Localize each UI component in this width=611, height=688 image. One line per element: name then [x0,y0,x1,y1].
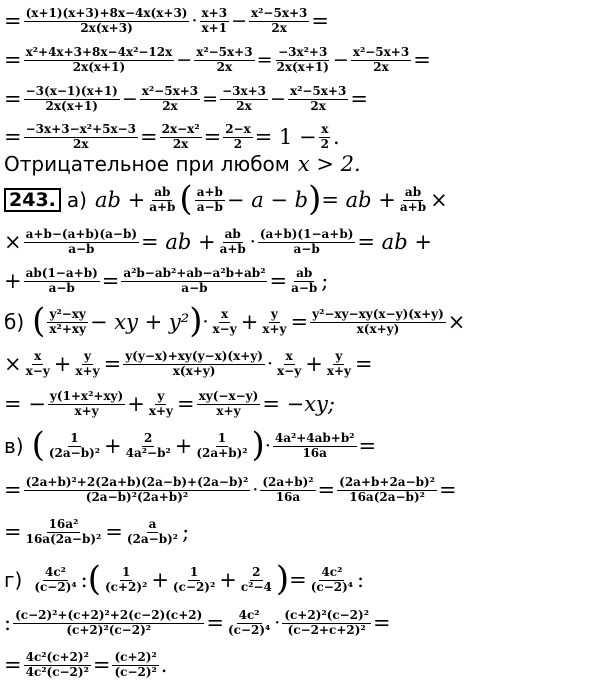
fraction [32,566,78,595]
fraction [24,476,251,505]
right-paren: ) [251,425,265,466]
problem-number: 243. [4,188,61,213]
denominator: (c−2)² [172,579,216,594]
denominator: x−y [277,363,302,378]
fraction [194,46,254,75]
denominator: 16a [302,445,327,460]
fraction [48,390,125,419]
fraction [211,308,239,337]
fraction [103,566,149,595]
eq-sign: = [358,433,377,458]
numerator: 1 [189,564,199,579]
numerator: y²−xy−xy(x−y)(x+y) [312,306,444,321]
denominator: 2x [271,20,287,35]
denominator: a−b [293,241,320,256]
denominator: (c−2+c+2)² [287,622,366,637]
expression: = ab + [141,229,216,254]
numerator: 4c² [238,607,260,622]
denominator: 2x [216,59,233,74]
numerator: ab [296,265,313,280]
numerator: a [148,516,157,531]
left-paren: ( [87,559,101,600]
fraction [194,432,249,461]
denominator: x+y [326,363,351,378]
numerator: y(1+x²+xy) [49,388,124,403]
operator: − [231,9,247,32]
denominator: (2a−b)² [126,531,179,546]
numerator: (c−2)²+(c+2)²+2(c−2)(c+2) [15,607,203,622]
numerator: (a+b)(1−a+b) [259,226,354,241]
denominator: a+b [399,199,427,214]
operator: : [4,610,12,635]
operator: + [4,268,22,293]
fraction [258,228,356,257]
conclusion-text: Отрицательное при любом [4,152,290,176]
eq-sign: = [4,124,22,149]
operator: + [240,309,259,334]
left-paren: ( [31,425,45,466]
fraction [351,46,411,75]
semicolon: ; [182,519,190,544]
numerator: y²−xy [49,306,86,321]
fraction [223,123,253,152]
denominator: x+y [262,321,287,336]
numerator: 4c²(c+2)² [25,649,89,664]
numerator: 1 [217,430,227,445]
numerator: 2x−x² [161,121,200,136]
operator: − [176,48,193,71]
operator: = − [4,391,46,416]
fraction [195,186,225,215]
eq-sign: = [4,652,22,677]
fraction [319,123,331,152]
numerator: x²−5x+3 [196,44,253,59]
numerator: 1 [70,430,79,445]
numerator: (2a+b+2a−b)² [339,474,435,489]
numerator: xy(−x−y) [198,388,259,403]
eq-sign: = [311,8,329,33]
eq-sign: = [105,519,123,544]
fraction [147,186,177,215]
operator: · [252,478,259,501]
numerator: x²−5x+3 [352,44,410,59]
numerator: ab [154,184,171,199]
denominator: x+y [148,403,173,418]
fraction [398,186,428,215]
denominator: 16a(2a−b)² [349,489,425,504]
numerator: 4c² [321,564,343,579]
fraction [275,350,303,379]
denominator: 2x [310,98,326,113]
fraction [249,7,309,36]
problem-243-v-line-3 [4,512,609,552]
denominator: 4c²(c−2)² [25,664,89,679]
fraction [47,308,88,337]
eq-sign: = [413,47,431,72]
operator: × [4,229,22,254]
operator: = [256,48,273,71]
fraction [24,518,104,547]
numerator: x [221,306,229,321]
numerator: 1 [121,564,131,579]
operator: + [151,567,169,592]
part-label: в) [4,434,24,458]
numerator: ab [224,226,241,241]
fraction [24,85,120,114]
numerator: (2a+b)² [262,474,314,489]
numerator: y [84,348,91,363]
part-label: б) [4,310,25,334]
numerator: −3x+3 [222,83,267,98]
denominator: 2x [373,59,389,74]
denominator: 2x(x+3) [80,20,133,35]
numerator: ab(1−a+b) [25,265,98,280]
denominator: 2x [162,98,178,113]
numerator: x²−5x+3 [141,83,199,98]
eq-sign: = [290,309,309,334]
eq-sign: = [203,124,222,149]
fraction [218,228,248,257]
denominator: a−b [196,199,223,214]
numerator: 4c² [45,564,66,579]
right-paren: ) [308,179,322,220]
numerator: −3(x−1)(x+1) [25,83,118,98]
part-label: г) [4,568,23,592]
fraction [13,609,204,638]
fraction [220,85,268,114]
operator: · [249,230,256,253]
fraction [337,476,437,505]
denominator: 2x(x+1) [72,59,126,74]
fraction [24,123,138,152]
fraction [273,432,357,461]
problem-243-a-line-1 [4,178,609,222]
fraction [197,390,261,419]
operator: · [266,352,274,375]
eq-sign: = [4,8,22,33]
denominator: a−b [181,280,208,295]
denominator: a+b [149,199,176,214]
fraction [123,350,265,379]
denominator: 4a²−b² [125,445,171,460]
operator: + [127,391,145,416]
fraction [73,350,101,379]
numerator: (x+1)(x+3)+8x−4x(x+3) [25,5,188,20]
left-paren: ( [32,301,46,342]
fraction [140,85,200,114]
denominator: a−b [48,280,75,295]
problem-243-b-line-1 [4,300,609,344]
period: . [333,124,340,149]
denominator: (c+2)²(c−2)² [66,622,152,637]
denominator: (c−2)⁴ [310,579,354,594]
problem-243-g-line-3 [4,644,609,686]
denominator: (2a+b)² [196,445,248,460]
numerator: −3x+3−x²+5x−3 [25,121,136,136]
eq-sign: = [103,351,122,376]
part-label: а) [66,188,87,212]
operator: · [274,611,281,634]
numerator: 4a²+4ab+b² [274,430,355,445]
denominator: x+1 [201,20,228,35]
numerator: (c+2)²(c−2)² [284,607,369,622]
expression: − a − b [226,187,309,212]
numerator: y [270,306,278,321]
eq-sign: = [289,567,307,592]
expression: = ab + [321,187,396,212]
operator: − [121,87,138,110]
numerator: a+b−(a+b)(a−b) [25,226,138,241]
fraction [147,390,175,419]
denominator: x(x+y) [356,321,400,336]
period: . [160,652,168,677]
fraction [260,308,288,337]
fraction [200,7,230,36]
eq-sign: = [4,47,22,72]
denominator: x+y [74,403,99,418]
fraction [24,46,175,75]
eq-sign: = [372,610,391,635]
fraction [24,7,190,36]
fraction [288,85,348,114]
eq-line-2 [4,40,609,80]
eq-sign: = [177,391,195,416]
operator: · [191,9,198,32]
denominator: x(x+y) [172,363,216,378]
problem-243-g-line-1 [4,558,609,602]
fraction [239,566,274,595]
expression: = −xy; [262,391,335,416]
numerator: y [335,348,343,363]
operator: + [219,567,237,592]
operator: + [174,433,193,458]
eq-sign: = [4,477,22,502]
fraction [24,350,52,379]
operator: = [202,87,219,110]
operator: · [202,310,209,333]
operator: + [53,351,72,376]
denominator: (2a−b)² [48,445,101,460]
eq-sign: = [438,477,457,502]
numerator: x+3 [201,5,228,20]
eq-sign: = [269,268,288,293]
denominator: a−b [291,280,318,295]
numerator: ab [404,184,422,199]
eq-sign: = [206,610,224,635]
fraction [160,123,202,152]
fraction [171,566,217,595]
eq-sign: = [4,519,22,544]
eq-sign: = [317,477,336,502]
numerator: x [321,121,329,136]
denominator: 2 [233,136,243,151]
fraction [47,432,102,461]
eq-sign: = [140,124,158,149]
operator: × [4,351,22,376]
denominator: x+y [75,363,100,378]
denominator: 16a(2a−b)² [25,531,102,546]
fraction [260,476,315,505]
eq-sign: = [350,86,368,111]
denominator: (c−2)⁴ [34,579,77,594]
numerator: y(y−x)+xy(y−x)(x+y) [125,348,263,363]
denominator: 2x [236,98,252,113]
fraction [24,228,139,257]
operator: × [430,187,448,212]
problem-243-g-line-2 [4,602,609,644]
expression: − xy + y² [90,309,190,334]
operator: + [104,433,122,458]
fraction [24,267,100,296]
numerator: x [285,348,293,363]
numerator: 2 [144,430,153,445]
denominator: 2x(x+1) [45,98,98,113]
numerator: 2−x [225,121,251,136]
numerator: (2a+b)²+2(2a+b)(2a−b)+(2a−b)² [25,474,249,489]
problem-243-b-line-2 [4,344,609,384]
problem-243-a-line-2 [4,222,609,262]
operator: : [357,567,365,592]
operator: : [80,567,88,592]
denominator: (c−2)⁴ [227,622,271,637]
denominator: a−b [68,241,95,256]
eq-line-1 [4,2,609,40]
denominator: a+b [219,241,246,256]
fraction [325,350,353,379]
conclusion-line [4,150,609,178]
eq-sign: = [92,652,111,677]
numerator: 2 [252,564,261,579]
right-paren: ) [275,559,290,600]
numerator: x [34,348,42,363]
fraction [24,651,91,680]
operator: = 1 − [254,124,317,149]
eq-sign: = [355,351,373,376]
operator: · [264,434,271,457]
denominator: (2a−b)²(2a+b)² [85,489,189,504]
fraction [226,609,272,638]
denominator: x²+xy [49,321,86,336]
fraction [112,651,158,680]
denominator: x−y [212,321,237,336]
denominator: 2x [73,136,89,151]
expression: = ab + [357,229,432,254]
operator: + [305,351,323,376]
fraction [282,609,371,638]
fraction [274,46,330,75]
operator: − [270,87,286,110]
fraction [121,267,267,296]
problem-243-a-line-3 [4,262,609,300]
eq-sign: = [101,268,120,293]
problem-243-v-line-2 [4,468,609,512]
semicolon: ; [321,268,329,293]
numerator: a+b [196,184,223,199]
numerator: x²−5x+3 [251,5,308,20]
fraction [124,432,173,461]
denominator: (c+2)² [104,579,148,594]
inequality: x > 2. [297,151,361,176]
right-paren: ) [189,301,203,342]
operator: × [447,309,466,334]
numerator: y [157,388,165,403]
denominator: 2 [320,136,330,151]
left-paren: ( [179,179,193,220]
operator: − [332,48,349,71]
fraction [309,566,355,595]
numerator: 16a² [48,516,79,531]
denominator: (c−2)² [114,664,157,679]
numerator: (c+2)² [114,649,157,664]
fraction [289,267,319,296]
eq-sign: = [4,86,22,111]
expression: ab + [94,187,146,212]
eq-line-3 [4,80,609,118]
denominator: x−y [25,363,50,378]
denominator: c²−4 [240,579,272,594]
fraction [125,518,180,547]
denominator: 2x [172,136,189,151]
problem-243-v-line-1 [4,424,609,468]
fraction [310,308,446,337]
numerator: x²+4x+3+8x−4x²−12x [25,44,173,59]
numerator: a²b−ab²+ab−a²b+ab² [123,265,266,280]
denominator: x+y [216,403,241,418]
denominator: 16a [275,489,301,504]
denominator: 2x(x+1) [276,59,329,74]
numerator: x²−5x+3 [289,83,347,98]
problem-243-b-line-3 [4,384,609,424]
numerator: −3x²+3 [278,44,328,59]
